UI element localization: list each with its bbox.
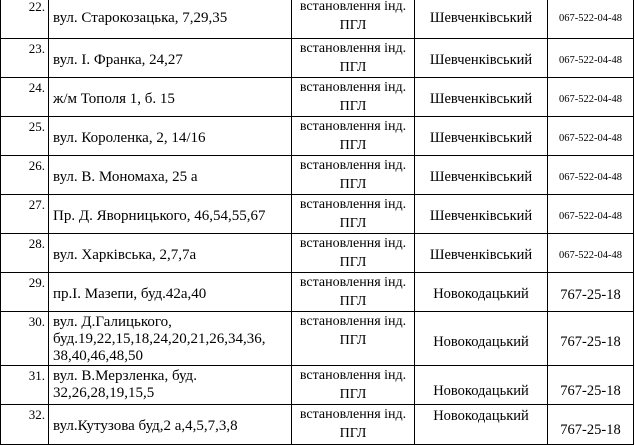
address-cell: вул. Короленка, 2, 14/16 xyxy=(49,117,292,156)
phone-cell: 067-522-04-48 xyxy=(548,156,634,195)
address-cell: пр.І. Мазепи, буд.42а,40 xyxy=(49,273,292,312)
work-type-cell: встановлення інд. ПГЛ xyxy=(292,195,415,234)
phone-cell: 067-522-04-48 xyxy=(548,39,634,78)
address-cell: вул. Д.Галицького, буд.19,22,15,18,24,20,21,26,34,36, 38,40,46,48,50 xyxy=(49,312,292,366)
address-cell: Пр. Д. Яворницького, 46,54,55,67 xyxy=(49,195,292,234)
work-type-cell: встановлення інд. ПГЛ xyxy=(292,117,415,156)
row-number: 30. xyxy=(1,312,49,366)
phone-cell: 767-25-18 xyxy=(548,273,634,312)
work-type-cell: встановлення інд. ПГЛ xyxy=(292,366,415,405)
row-number: 29. xyxy=(1,273,49,312)
work-type-cell: встановлення інд. ПГЛ xyxy=(292,273,415,312)
work-type-cell: встановлення інд. ПГЛ xyxy=(292,312,415,366)
address-cell: вул. І. Франка, 24,27 xyxy=(49,39,292,78)
district-cell: Новокодацький xyxy=(415,366,548,405)
table-row xyxy=(1,312,634,366)
row-number: 26. xyxy=(1,156,49,195)
district-cell: Шевченківський xyxy=(415,0,548,39)
address-cell: вул.Кутузова буд,2 а,4,5,7,3,8 xyxy=(49,405,292,445)
district-cell: Шевченківський xyxy=(415,39,548,78)
district-cell: Шевченківський xyxy=(415,195,548,234)
table-row xyxy=(1,78,634,117)
district-cell: Новокодацький xyxy=(415,273,548,312)
district-cell: Новокодацький xyxy=(415,312,548,366)
address-cell: вул. В. Мономаха, 25 а xyxy=(49,156,292,195)
table-row xyxy=(1,234,634,273)
work-type-cell: встановлення інд. ПГЛ xyxy=(292,156,415,195)
table-row xyxy=(1,39,634,78)
district-cell: Шевченківський xyxy=(415,117,548,156)
row-number: 22. xyxy=(1,0,49,39)
work-type-cell: встановлення інд. ПГЛ xyxy=(292,78,415,117)
phone-cell: 067-522-04-48 xyxy=(548,117,634,156)
work-type-cell: встановлення інд. ПГЛ xyxy=(292,0,415,39)
table-row xyxy=(1,195,634,234)
table-row xyxy=(1,117,634,156)
work-type-cell: встановлення інд. ПГЛ xyxy=(292,234,415,273)
district-cell: Шевченківський xyxy=(415,156,548,195)
work-type-cell: встановлення інд. ПГЛ xyxy=(292,405,415,445)
district-cell: Шевченківський xyxy=(415,78,548,117)
row-number: 25. xyxy=(1,117,49,156)
row-number: 31. xyxy=(1,366,49,405)
table-row xyxy=(1,405,634,445)
address-cell: вул. Старокозацька, 7,29,35 xyxy=(49,0,292,39)
phone-cell: 767-25-18 xyxy=(548,312,634,366)
table-row xyxy=(1,156,634,195)
table-row xyxy=(1,366,634,405)
row-number: 32. xyxy=(1,405,49,445)
address-cell: вул. В.Мерзленка, буд. 32,26,28,19,15,5 xyxy=(49,366,292,405)
work-type-cell: встановлення інд. ПГЛ xyxy=(292,39,415,78)
address-cell: вул. Харківська, 2,7,7а xyxy=(49,234,292,273)
district-cell: Новокодацький xyxy=(415,405,548,445)
row-number: 23. xyxy=(1,39,49,78)
row-number: 24. xyxy=(1,78,49,117)
phone-cell: 067-522-04-48 xyxy=(548,78,634,117)
phone-cell: 767-25-18 xyxy=(548,405,634,445)
row-number: 27. xyxy=(1,195,49,234)
phone-cell: 767-25-18 xyxy=(548,366,634,405)
phone-cell: 067-522-04-48 xyxy=(548,195,634,234)
table-row xyxy=(1,273,634,312)
row-number: 28. xyxy=(1,234,49,273)
address-cell: ж/м Тополя 1, б. 15 xyxy=(49,78,292,117)
phone-cell: 067-522-04-48 xyxy=(548,234,634,273)
district-cell: Шевченківський xyxy=(415,234,548,273)
table-row xyxy=(1,0,634,39)
phone-cell: 067-522-04-48 xyxy=(548,0,634,39)
